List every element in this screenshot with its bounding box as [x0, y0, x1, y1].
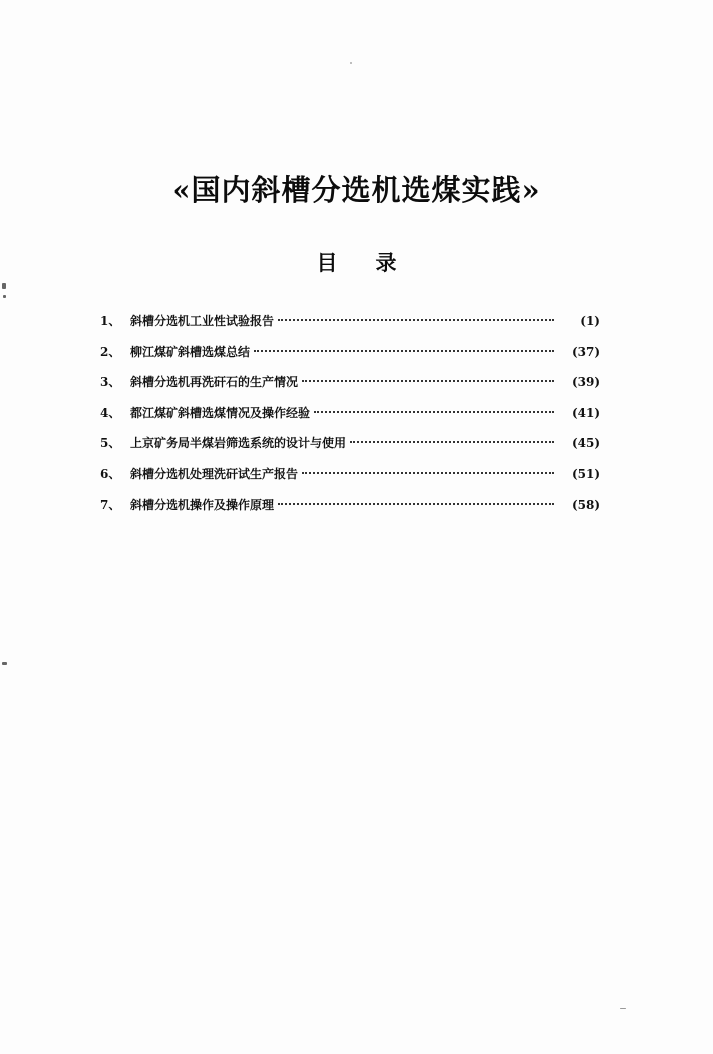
toc-entry-number: 5、 — [100, 436, 121, 451]
toc-entry-title: 斜槽分选机操作及操作原理 — [130, 497, 275, 512]
toc-entry-title: 斜槽分选机处理洗矸试生产报告 — [130, 466, 299, 481]
toc-leader-dots — [278, 319, 554, 321]
scan-speck — [3, 295, 6, 298]
toc-entry-page: (45) — [571, 436, 600, 451]
toc-leader-dots — [254, 350, 554, 352]
scan-speck — [2, 283, 6, 289]
table-of-contents — [100, 312, 600, 526]
toc-leader-dots — [278, 503, 554, 505]
toc-leader-dots — [314, 411, 554, 413]
toc-entry-page: (1) — [580, 314, 600, 328]
toc-entry-number: 3、 — [100, 375, 121, 390]
scan-speck — [2, 662, 7, 665]
toc-entry-title: 斜槽分选机工业性试验报告 — [130, 314, 275, 328]
toc-entry — [100, 343, 600, 374]
book-title: «国内斜槽分选机选煤实践» — [172, 173, 541, 207]
toc-entry — [100, 434, 600, 465]
toc-leader-dots — [302, 472, 554, 474]
toc-entry-page: (58) — [571, 497, 600, 512]
toc-entry-title: 柳江煤矿斜槽选煤总结 — [130, 344, 251, 359]
toc-entry-title: 上京矿务局半煤岩筛选系统的设计与使用 — [130, 436, 347, 451]
scan-speck — [350, 62, 352, 64]
toc-entry-page: (41) — [571, 405, 600, 420]
toc-entry-page: (39) — [571, 375, 600, 390]
toc-entry-title: 斜槽分选机再洗矸石的生产情况 — [130, 375, 299, 390]
toc-entry — [100, 465, 600, 496]
toc-heading: 目录 — [316, 250, 435, 275]
toc-entry — [100, 404, 600, 435]
toc-entry — [100, 312, 600, 343]
toc-leader-dots — [350, 441, 554, 443]
toc-leader-dots — [302, 380, 554, 382]
toc-entry-number: 1、 — [100, 314, 121, 328]
toc-entry — [100, 373, 600, 404]
toc-entry-page: (51) — [571, 466, 600, 481]
toc-entry-number: 7、 — [100, 497, 121, 512]
toc-entry-page: (37) — [571, 344, 600, 359]
toc-entry-number: 6、 — [100, 466, 121, 481]
toc-entry-number: 2、 — [100, 344, 121, 359]
scan-speck — [620, 1008, 626, 1009]
toc-entry-title: 都江煤矿斜槽选煤情况及操作经验 — [130, 405, 311, 420]
toc-entry-number: 4、 — [100, 405, 121, 420]
toc-entry — [100, 496, 600, 527]
